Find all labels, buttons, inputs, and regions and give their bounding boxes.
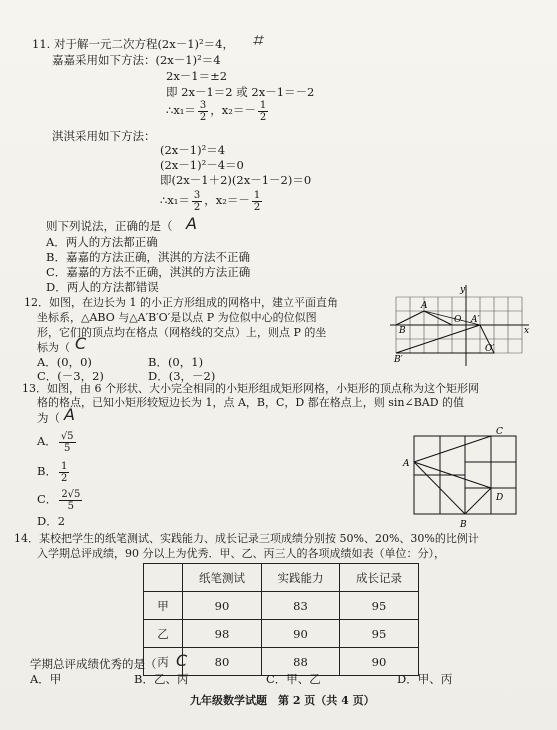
fraction-numerator: 2√5 [61, 488, 81, 500]
handwritten-note: ⌗ [252, 30, 263, 51]
table-cell: 丙 [144, 648, 183, 676]
q14-line2: 入学期总评成绩，90 分以上为优秀．甲、乙、丙三人的各项成绩如表（单位：分）， [37, 547, 445, 560]
q13-handwritten-answer: A [64, 405, 75, 424]
q11-q4-x2-fraction [252, 190, 262, 213]
q13-label-b: B [460, 520, 467, 530]
q11-jiajia-intro: 嘉嘉采用如下方法：(2x－1)²＝4 [52, 53, 221, 67]
q11-stem: 11. 对于解一元二次方程(2x－1)²＝4， [32, 37, 234, 51]
q13-option-d: D．2 [37, 514, 66, 528]
q11-qiqi-step3: 即(2x－1＋2)(2x－1－2)＝0 [160, 173, 312, 187]
q12-grid-figure [388, 282, 532, 368]
fraction-denominator: 2 [253, 201, 261, 213]
fraction-numerator: 1 [60, 460, 68, 472]
q12-label-x: x [524, 326, 530, 336]
q12-option-c: C．(－3，2) [37, 369, 104, 383]
table-cell: 83 [262, 592, 340, 620]
q12-line3: 形，它们的顶点均在格点（网格线的交点）上，则点 P 的坐 [37, 326, 327, 339]
q12-label-o-prime: O′ [485, 344, 495, 354]
q12-label-o: O [454, 315, 462, 325]
fraction-numerator: 3 [193, 189, 201, 201]
table-cell: 88 [262, 648, 340, 676]
q11-q4-x1-fraction [192, 190, 202, 213]
q12-label-b-prime: B′ [394, 355, 403, 365]
table-row [144, 592, 419, 620]
q14-handwritten-answer: C [176, 651, 188, 670]
q11-jiajia-step2: 即 2x－1＝2 或 2x－1＝－2 [166, 85, 315, 99]
q13-option-a [37, 428, 78, 454]
fraction-numerator: 3 [199, 99, 207, 111]
q13-option-b [37, 458, 71, 484]
q12-line1: 12．如图，在边长为 1 的小正方形组成的网格中，建立平面直角 [24, 296, 338, 309]
q13-line3: 为（ [37, 411, 60, 425]
q11-option-a: A．两人的方法都正确 [46, 235, 158, 249]
table-header-cell: 纸笔测试 [183, 564, 262, 592]
q12-option-a: A．(0，0) [37, 355, 92, 369]
q14-option-d: D．甲、丙 [397, 672, 453, 686]
q11-j3-x2-fraction [258, 100, 268, 123]
q13-option-b-label: B． [37, 464, 57, 478]
q11-option-b: B．嘉嘉的方法正确，淇淇的方法不正确 [46, 250, 250, 264]
q12-handwritten-answer: C [75, 334, 87, 353]
q12-label-b: B [399, 326, 406, 336]
q11-j3-x1-fraction [198, 100, 208, 123]
q11-option-c: C．嘉嘉的方法不正确，淇淇的方法正确 [46, 265, 251, 279]
q14-option-b: B．乙、丙 [134, 672, 189, 686]
table-cell: 98 [183, 620, 262, 648]
q11-jiajia-step3 [166, 99, 270, 123]
fraction-numerator: 1 [253, 189, 261, 201]
table-cell: 95 [340, 592, 419, 620]
fraction-numerator: √5 [60, 430, 74, 442]
q13-label-d: D [496, 493, 504, 503]
fraction-denominator: 2 [259, 111, 267, 123]
table-cell: 甲 [144, 592, 183, 620]
table-row [144, 620, 419, 648]
q14-option-a: A．甲 [30, 672, 62, 686]
q13-line1: 13．如图，由 6 个形状、大小完全相同的小矩形组成矩形网格，小矩形的顶点称为这个矩形网 [22, 382, 479, 395]
q12-label-y: y [460, 285, 466, 295]
q11-qiqi-step2: (2x－1)²－4＝0 [160, 158, 244, 172]
fraction-denominator: 2 [60, 472, 68, 484]
q13-label-a: A [403, 459, 410, 469]
q11-ask: 则下列说法，正确的是（ [46, 219, 173, 233]
q13-option-c-label: C． [37, 492, 58, 506]
q11-jiajia-step1: 2x－1＝±2 [166, 69, 228, 83]
q12-label-a: A [421, 301, 428, 311]
q12-line4: 标为（ [37, 341, 70, 354]
q11-q4-mid: ，x₂＝－ [204, 193, 250, 207]
q13-option-a-label: A． [37, 434, 57, 448]
table-header-row [144, 564, 419, 592]
table-header-cell [144, 564, 183, 592]
q12-option-d: D．(3，－2) [148, 369, 216, 383]
fraction-numerator: 1 [259, 99, 267, 111]
q11-qiqi-intro: 淇淇采用如下方法： [52, 129, 156, 143]
table-cell: 90 [340, 648, 419, 676]
q12-line2: 坐标系，△ABO 与△A′B′O′是以点 P 为位似中心的位似图 [37, 311, 317, 324]
q12-label-a-prime: A′ [471, 315, 480, 325]
q13-option-b-fraction [59, 461, 69, 484]
table-header-cell: 实践能力 [262, 564, 340, 592]
q13-rectangle-figure [398, 426, 526, 530]
q14-ask: 学期总评成绩优秀的是（ [30, 657, 157, 671]
q11-handwritten-answer: A [186, 214, 197, 233]
q11-qiqi-step1: (2x－1)²＝4 [160, 143, 226, 157]
q12-option-b: B．(0，1) [148, 355, 204, 369]
q14-option-c: C．甲、乙 [266, 672, 321, 686]
q14-line1: 14．某校把学生的纸笔测试、实践能力、成长记录三项成绩分别按 50%、20%、30%的比例计 [14, 532, 479, 545]
q11-option-d: D．两人的方法都错误 [46, 280, 159, 294]
q11-j3-prefix: ∴x₁＝ [166, 103, 196, 117]
table-cell: 80 [183, 648, 262, 676]
page-footer: 九年级数学试题 第 2 页（共 4 页） [190, 694, 375, 707]
q11-j3-mid: ，x₂＝－ [210, 103, 256, 117]
table-header-cell: 成长记录 [340, 564, 419, 592]
q13-option-a-fraction [59, 431, 76, 454]
table-cell: 90 [183, 592, 262, 620]
q11-q4-prefix: ∴x₁＝ [160, 193, 190, 207]
fraction-denominator: 5 [63, 442, 71, 454]
q11-qiqi-step4 [160, 189, 264, 213]
fraction-denominator: 2 [199, 111, 207, 123]
table-cell: 乙 [144, 620, 183, 648]
table-cell: 90 [262, 620, 340, 648]
q13-label-c: C [496, 427, 503, 437]
q13-line2: 格的格点，已知小矩形较短边长为 1，点 A，B，C，D 都在格点上，则 sin∠BAD 的值 [37, 396, 465, 409]
q13-option-c [37, 486, 84, 512]
q13-option-c-fraction [59, 489, 82, 512]
table-cell: 95 [340, 620, 419, 648]
fraction-denominator: 5 [67, 500, 75, 512]
fraction-denominator: 2 [193, 201, 201, 213]
